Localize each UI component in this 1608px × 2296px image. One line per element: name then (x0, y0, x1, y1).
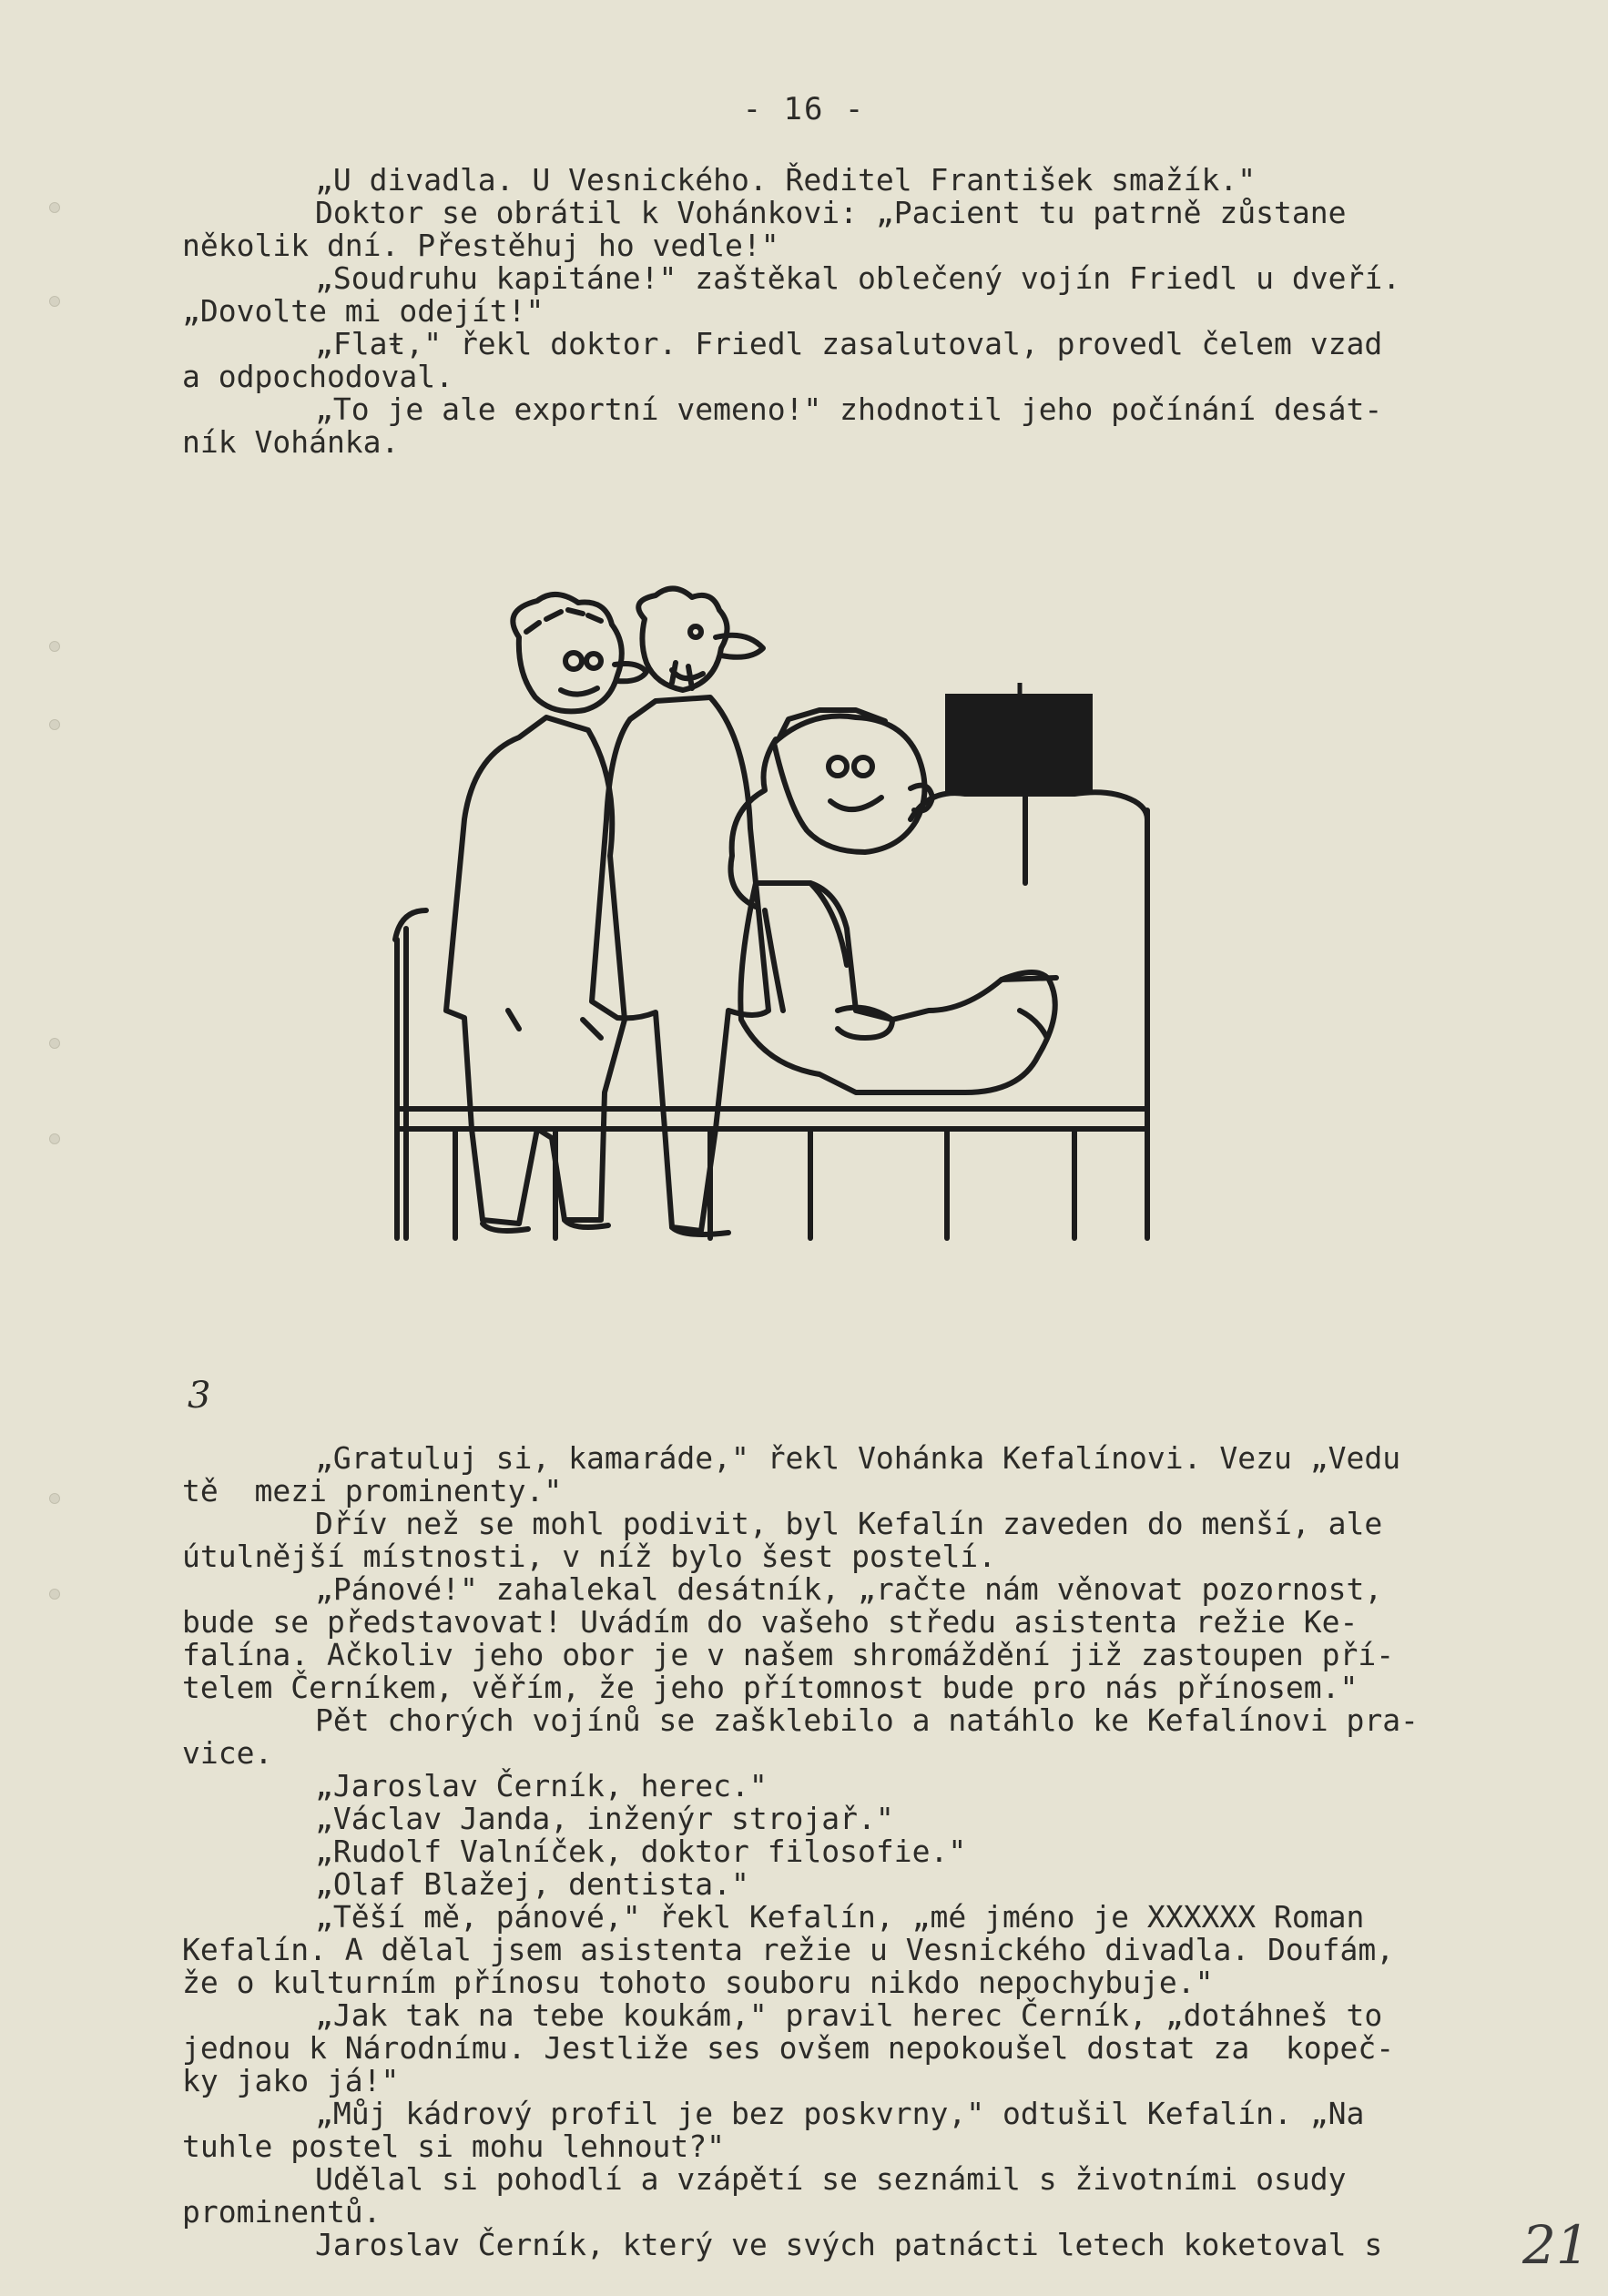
text-line: „Pánové!" zahalekal desátník, „račte nám věnovat pozornost, (315, 1571, 1383, 1607)
bottom-text-block (182, 1442, 1511, 2261)
punch-hole (49, 641, 60, 652)
hospital-bed-cartoon-icon (382, 583, 1184, 1284)
text-line: „Jaroslav Černík, herec." (315, 1768, 768, 1803)
text-line: „Soudruhu kapitáne!" zaštěkal oblečený vojín Friedl u dveří. (315, 260, 1401, 296)
top-text-block (182, 164, 1511, 459)
text-line: falína. Ačkoliv jeho obor je v našem shromáždění již zastoupen pří- (182, 1637, 1395, 1672)
text-line: „Těší mě, pánové," řekl Kefalín, „mé jméno je XXXXXX Roman (315, 1899, 1365, 1935)
text-line: „Jak tak na tebe koukám," pravil herec Černík, „dotáhneš to (315, 1997, 1383, 2033)
punch-hole (49, 296, 60, 307)
text-line: tuhle postel si mohu lehnout?" (182, 2128, 726, 2164)
text-line: „Můj kádrový profil je bez poskvrny," odtušil Kefalín. „Na (315, 2096, 1365, 2131)
punch-hole (49, 1493, 60, 1504)
text-line: „Flaŧ," řekl doktor. Friedl zasalutoval, provedl čelem vzad (315, 326, 1383, 361)
text-line: Pět chorých vojínů se zašklebilo a natáhlo ke Kefalínovi pra- (315, 1702, 1419, 1738)
text-line: a odpochodoval. (182, 359, 454, 394)
text-line: bude se představovat! Uvádím do vašeho středu asistenta režie Ke- (182, 1604, 1359, 1640)
text-line: několik dní. Přestěhuj ho vedle!" (182, 228, 779, 263)
text-line: „Rudolf Valníček, doktor filosofie." (315, 1834, 967, 1869)
handwritten-folio: 21 (1522, 2214, 1590, 2276)
text-line: „Olaf Blažej, dentista." (315, 1866, 749, 1902)
text-line: „Dovolte mi odejít!" (182, 293, 544, 329)
punch-hole (49, 1589, 60, 1600)
punch-hole (49, 202, 60, 213)
text-line: ky jako já!" (182, 2063, 400, 2098)
text-line: jednou k Národnímu. Jestliže ses ovšem nepokoušel dostat za kopeč- (182, 2030, 1395, 2066)
text-line: „U divadla. U Vesnického. Ředitel František smažík." (315, 162, 1257, 198)
section-number: 3 (188, 1375, 211, 1417)
text-line: vice. (182, 1735, 273, 1771)
page-number: - 16 - (742, 91, 866, 127)
punch-hole (49, 1038, 60, 1049)
text-line: Jaroslav Černík, který ve svých patnácti letech koketoval s (315, 2227, 1383, 2262)
text-line: telem Černíkem, věřím, že jeho přítomnost bude pro nás přínosem." (182, 1670, 1359, 1705)
text-line: že o kulturním přínosu tohoto souboru nikdo nepochybuje." (182, 1965, 1214, 2000)
text-line: prominentů. (182, 2194, 382, 2230)
text-line: Doktor se obrátil k Vohánkovi: „Pacient tu patrně zůstane (315, 195, 1347, 230)
text-line: „Václav Janda, inženýr strojař." (315, 1801, 894, 1836)
text-line: Udělal si pohodlí a vzápětí se seznámil s životními osudy (315, 2161, 1347, 2197)
text-line: Kefalín. A dělal jsem asistenta režie u Vesnického divadla. Doufám, (182, 1932, 1395, 1967)
text-line: ník Vohánka. (182, 424, 400, 460)
text-line: útulnější místnosti, v níž bylo šest postelí. (182, 1539, 997, 1574)
text-line: „Gratuluj si, kamaráde," řekl Vohánka Kefalínovi. Vezu „Vedu (315, 1440, 1401, 1476)
text-line: Dřív než se mohl podivit, byl Kefalín zaveden do menší, ale (315, 1506, 1383, 1541)
text-line: „To je ale exportní vemeno!" zhodnotil jeho počínání desát- (315, 391, 1383, 427)
text-line: tě mezi prominenty." (182, 1473, 563, 1509)
punch-hole (49, 719, 60, 730)
punch-hole (49, 1133, 60, 1144)
